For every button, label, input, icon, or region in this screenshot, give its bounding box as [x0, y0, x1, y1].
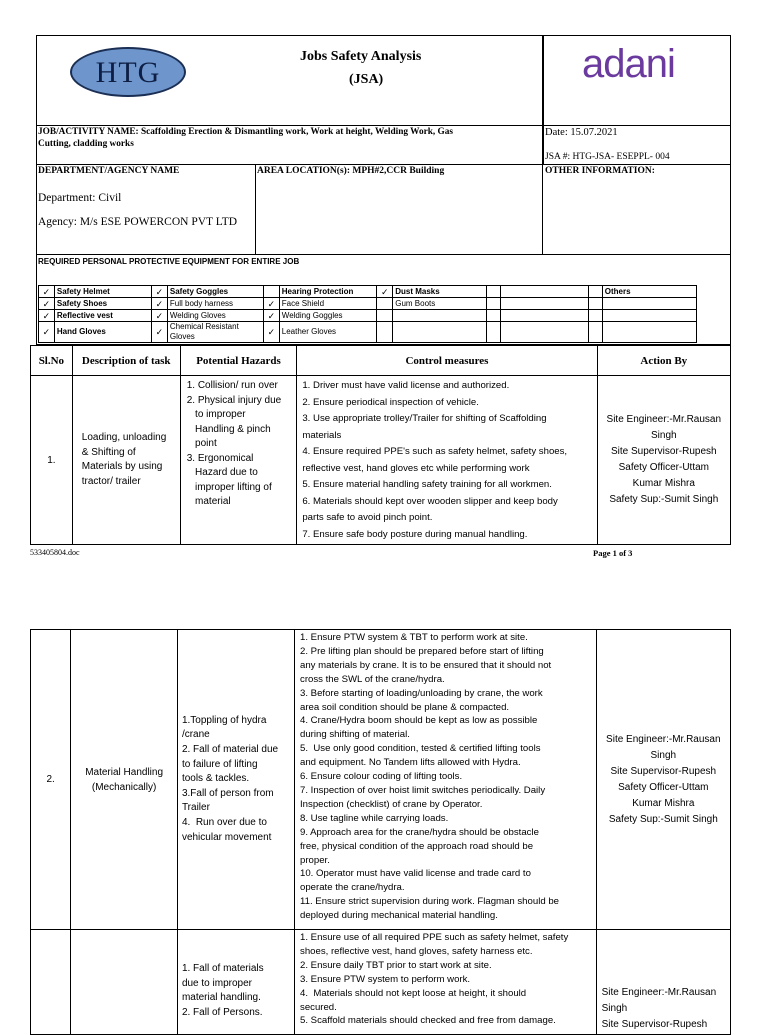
row-sl-no: 2. [31, 630, 71, 930]
htg-logo [70, 47, 186, 97]
table-row [31, 376, 731, 545]
control-measure-line: 5. Ensure material handling safety training for all workmen. [302, 479, 552, 490]
ppe-item-label [501, 322, 589, 343]
task-line: (Mechanically) [91, 781, 157, 793]
divider [255, 164, 256, 254]
control-measure-line: materials [302, 429, 342, 441]
hazard-line: 2. Physical injury due [186, 394, 282, 406]
row-action-by [596, 930, 730, 1035]
ppe-item-label: Gum Boots [393, 298, 487, 310]
jsa-number: JSA #: HTG-JSA- ESEPPL- 004 [545, 152, 670, 162]
action-by-line: Safety Officer-Uttam [618, 781, 709, 793]
hazard-line: tools & tackles. [181, 773, 250, 785]
ppe-checkmark: ✓ [39, 322, 55, 343]
ppe-item-label: Safety Helmet [54, 286, 151, 298]
ppe-checkmark [263, 286, 279, 298]
hazard-line: Handling & pinch [186, 423, 271, 435]
control-measure-line: 11. Ensure strict supervision during work. Flagman should be [300, 896, 559, 908]
ppe-item-label: Hand Gloves [54, 322, 151, 343]
hazard-line: improper lifting of [186, 481, 272, 493]
control-measure-line: operate the crane/hydra. [300, 882, 405, 894]
ppe-item-label: Welding Goggles [279, 310, 377, 322]
jsa-table-page2 [30, 629, 731, 1035]
ppe-checkmark: ✓ [152, 298, 168, 310]
hazard-line: due to improper [181, 977, 252, 989]
action-by-line: Singh [601, 1003, 628, 1014]
ppe-checkmark [487, 310, 501, 322]
ppe-item-label: Dust Masks [393, 286, 487, 298]
hazard-line: 4. Run over due to [181, 816, 267, 828]
task-line: Materials by using [81, 461, 163, 472]
hazard-line: 1. Fall of materials [181, 963, 264, 974]
control-measure-line: parts safe to avoid pinch point. [302, 512, 433, 523]
control-measure-line: 10. Operator must have valid license and trade card to [300, 868, 531, 880]
ppe-item-label [393, 310, 487, 322]
control-measure-line: and equipment. No Tandem lifts allowed with Hydra. [300, 757, 521, 769]
other-information-label: OTHER INFORMATION: [545, 166, 655, 176]
control-measure-line: 6. Materials should kept over wooden slipper and keep body [302, 495, 558, 507]
ppe-row [39, 310, 697, 322]
control-measure-line: 5. Scaffold materials should checked and free from damage. [300, 1015, 556, 1027]
hazard-line: Hazard due to [186, 467, 258, 478]
ppe-item-label [501, 298, 589, 310]
control-measure-line: cross the SWL of the crane/hydra. [300, 673, 445, 685]
row-action-by [597, 376, 730, 545]
action-by-line: Site Supervisor-Rupesh [610, 765, 717, 777]
control-measure-line: proper. [300, 854, 330, 866]
hazard-line: to improper [186, 409, 246, 420]
document-subtitle: (JSA) [349, 72, 384, 87]
ppe-checkmark [588, 286, 602, 298]
control-measure-line: shoes, reflective vest, hand gloves, safety harness etc. [300, 945, 533, 957]
ppe-row [39, 298, 697, 310]
control-measure-line: 3. Before starting of loading/unloading by crane, the work [300, 687, 543, 699]
ppe-item-label: Safety Shoes [54, 298, 151, 310]
ppe-checkmark: ✓ [152, 310, 168, 322]
control-measure-line: during shifting of material. [300, 729, 410, 741]
row-task [71, 630, 178, 930]
control-measure-line: reflective vest, hand gloves etc while performing work [302, 462, 530, 474]
action-by-line: Site Engineer:-Mr.Rausan [601, 987, 717, 998]
task-line: Loading, unloading [81, 432, 167, 443]
ppe-checkmark: ✓ [39, 298, 55, 310]
control-measure-line: 7. Inspection of over hoist limit switches periodically. Daily [300, 784, 546, 796]
hazard-line: Trailer [181, 802, 210, 814]
ppe-checkmark: ✓ [39, 286, 55, 298]
control-measure-line: 4. Ensure required PPE's such as safety helmet, safety shoes, [302, 446, 568, 457]
action-by-line: Safety Sup:-Sumit Singh [608, 813, 718, 825]
ppe-checkmark: ✓ [377, 286, 393, 298]
ppe-checkmark [377, 310, 393, 322]
hazard-line: 3. Ergonomical [186, 452, 254, 464]
ppe-item-label [602, 298, 696, 310]
hazard-line: material [186, 496, 231, 507]
header-hazards: Potential Hazards [180, 346, 297, 376]
footer-filename: 533405804.doc [30, 548, 80, 557]
control-measure-line: secured. [300, 1001, 337, 1013]
control-measure-line: 4. Materials should not kept loose at height, it should [300, 987, 527, 999]
ppe-checkmark: ✓ [152, 322, 168, 343]
ppe-item-label: Others [602, 286, 696, 298]
jsa-table-page1 [30, 345, 731, 545]
row-task [72, 376, 180, 545]
header-sl-no: Sl.No [31, 346, 73, 376]
divider [542, 164, 543, 254]
agency-value: Agency: M/s ESE POWERCON PVT LTD [38, 216, 238, 228]
row-task [71, 930, 178, 1035]
control-measure-line: Inspection (checklist) of crane by Operator. [300, 798, 483, 810]
hazard-line: 3.Fall of person from [181, 787, 274, 799]
ppe-checkmark: ✓ [152, 286, 168, 298]
row-sl-no: 1. [31, 376, 73, 545]
action-by-line: Kumar Mishra [632, 797, 695, 809]
divider [36, 125, 731, 126]
jsa-date: Date: 15.07.2021 [545, 127, 618, 138]
table-row [31, 930, 731, 1035]
job-activity-name-cont: Cutting, cladding works [38, 139, 134, 149]
action-by-line: Kumar Mishra [632, 478, 695, 489]
hazard-line: 1.Toppling of hydra [181, 714, 267, 726]
control-measure-line: deployed during mechanical material handling. [300, 910, 498, 922]
action-by-line: Safety Officer-Uttam [618, 462, 709, 473]
row-action-by [596, 630, 730, 930]
ppe-checkmark [588, 322, 602, 343]
control-measure-line: 2. Ensure periodical inspection of vehicle. [302, 396, 479, 408]
control-measure-line: 9. Approach area for the crane/hydra should be obstacle [300, 826, 539, 838]
ppe-row [39, 286, 697, 298]
divider [36, 164, 731, 165]
ppe-item-label: Face Shield [279, 298, 377, 310]
ppe-item-label [501, 310, 589, 322]
ppe-item-label: Chemical Resistant Gloves [167, 322, 263, 343]
control-measure-line: 3. Ensure PTW system to perform work. [300, 973, 471, 985]
ppe-item-label [602, 322, 696, 343]
ppe-title: REQUIRED PERSONAL PROTECTIVE EQUIPMENT FOR ENTIRE JOB [38, 257, 300, 266]
hazard-line: /crane [181, 729, 210, 741]
row-sl-no [31, 930, 71, 1035]
control-measure-line: 5. Use only good condition, tested & certified lifting tools [300, 743, 541, 755]
control-measure-line: 7. Ensure safe body posture during manual handling. [302, 528, 528, 540]
department-value: Department: Civil [38, 192, 122, 204]
row-controls [297, 376, 597, 545]
control-measure-line: 4. Crane/Hydra boom should be kept as low as possible [300, 715, 538, 727]
ppe-row [39, 322, 697, 343]
ppe-item-label [602, 310, 696, 322]
area-location-label: AREA LOCATION(s): MPH#2,CCR Building [257, 166, 445, 176]
ppe-checkmark: ✓ [263, 322, 279, 343]
control-measure-line: 6. Ensure colour coding of lifting tools. [300, 771, 463, 783]
ppe-item-label: Leather Gloves [279, 322, 377, 343]
ppe-checkmark [588, 310, 602, 322]
task-line: tractor/ trailer [81, 475, 141, 487]
footer-page-number: Page 1 of 3 [593, 548, 633, 558]
control-measure-line: 2. Pre lifting plan should be prepared before start of lifting [300, 645, 544, 657]
divider [542, 35, 544, 165]
control-measure-line: 1. Ensure use of all required PPE such as safety helmet, safety [300, 932, 569, 943]
row-hazards [177, 930, 294, 1035]
row-controls [295, 930, 597, 1035]
hazard-line: point [186, 438, 217, 449]
hazard-line: 2. Fall of material due [181, 744, 279, 756]
action-by-line: Site Engineer:-Mr.Rausan [606, 733, 721, 745]
row-controls [295, 630, 597, 930]
action-by-line: Singh [651, 430, 677, 441]
ppe-item-label: Hearing Protection [279, 286, 377, 298]
action-by-line: Safety Sup:-Sumit Singh [609, 494, 719, 505]
htg-logo-text: HTG [95, 56, 161, 89]
ppe-checkmark [377, 322, 393, 343]
ppe-checkmark: ✓ [263, 298, 279, 310]
control-measure-line: 1. Driver must have valid license and authorized. [302, 380, 510, 391]
row-hazards [177, 630, 294, 930]
action-by-line: Site Supervisor-Rupesh [601, 1019, 708, 1030]
ppe-checkmark [377, 298, 393, 310]
control-measure-line: 2. Ensure daily TBT prior to start work at site. [300, 959, 492, 971]
ppe-checkmark [487, 322, 501, 343]
hazard-line: to failure of lifting [181, 758, 258, 770]
ppe-item-label: Full body harness [167, 298, 263, 310]
ppe-item-label: Welding Gloves [167, 310, 263, 322]
header-control-measures: Control measures [297, 346, 597, 376]
control-measure-line: free, physical condition of the approach road should be [300, 840, 534, 852]
ppe-checkmark [487, 298, 501, 310]
job-activity-name: JOB/ACTIVITY NAME: Scaffolding Erection & Dismantling work, Work at height, Welding Work, Gas [38, 127, 454, 137]
hazard-line: vehicular movement [181, 831, 272, 843]
hazard-line: material handling. [181, 992, 261, 1003]
table-row [31, 630, 731, 930]
control-measure-line: area soil condition should be plane & compacted. [300, 701, 510, 713]
control-measure-line: 8. Use tagline while carrying loads. [300, 812, 449, 824]
action-by-line: Singh [650, 749, 677, 761]
ppe-checkmark [487, 286, 501, 298]
header-action-by: Action By [597, 346, 730, 376]
ppe-checkmark: ✓ [39, 310, 55, 322]
control-measure-line: 3. Use appropriate trolley/Trailer for shifting of Scaffolding [302, 413, 547, 424]
ppe-checkmark [588, 298, 602, 310]
task-line: & Shifting of [81, 446, 136, 458]
action-by-line: Site Supervisor-Rupesh [610, 446, 717, 457]
ppe-checkmark: ✓ [263, 310, 279, 322]
ppe-item-label: Safety Goggles [167, 286, 263, 298]
divider [36, 254, 731, 255]
ppe-item-label [501, 286, 589, 298]
control-measure-line: 1. Ensure PTW system & TBT to perform work at site. [300, 632, 528, 643]
adani-logo: adani [582, 42, 675, 86]
row-hazards [180, 376, 297, 545]
department-label: DEPARTMENT/AGENCY NAME [38, 166, 180, 176]
header-task: Description of task [72, 346, 180, 376]
ppe-item-label [393, 322, 487, 343]
task-line: Material Handling [85, 766, 164, 778]
document-title: Jobs Safety Analysis [300, 49, 422, 64]
hazard-line: 1. Collision/ run over [186, 380, 278, 391]
control-measure-line: any materials by crane. It is to be ensured that it should not [300, 659, 552, 671]
hazard-line: 2. Fall of Persons. [181, 1006, 263, 1018]
ppe-table [38, 285, 697, 343]
ppe-item-label: Reflective vest [54, 310, 151, 322]
action-by-line: Site Engineer:-Mr.Rausan [606, 414, 722, 425]
